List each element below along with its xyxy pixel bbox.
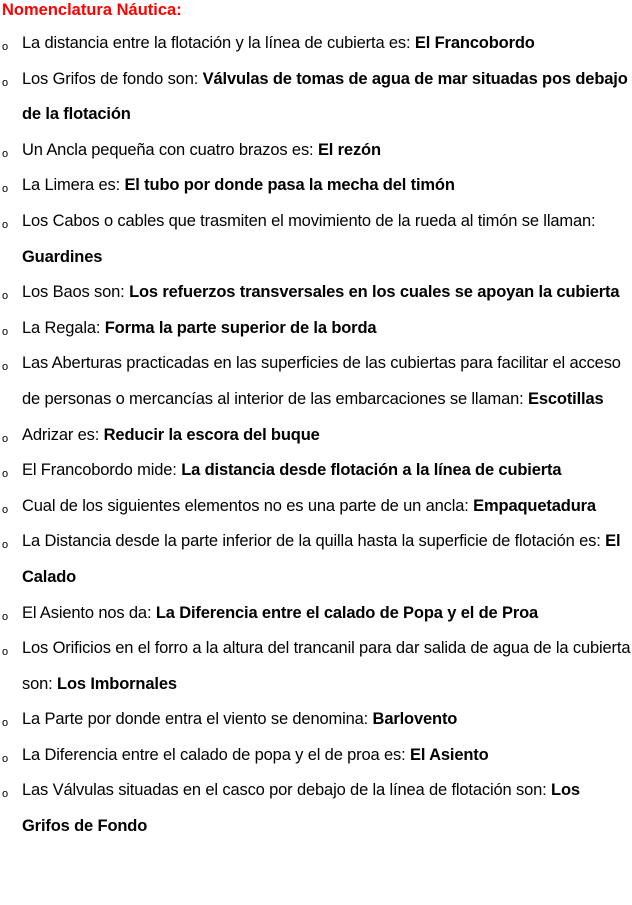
bullet-icon: o <box>2 290 8 303</box>
answer-text: Barlovento <box>372 710 458 729</box>
question-list <box>0 26 632 845</box>
question-text: Los Grifos de fondo son: <box>22 69 203 88</box>
list-item <box>0 738 632 774</box>
answer-text: Guardines <box>22 247 103 266</box>
list-item <box>0 524 632 595</box>
bullet-icon: o <box>2 752 8 765</box>
question-text: La distancia entre la flotación y la línea de cubierta es: <box>22 34 415 52</box>
page-title: Nomenclatura Náutica: <box>2 1 182 19</box>
list-item <box>0 311 632 347</box>
list-item <box>0 596 632 632</box>
list-item <box>0 702 632 738</box>
question-text: Los Baos son: <box>22 283 130 302</box>
answer-text: Escotillas <box>528 389 604 408</box>
answer-text: El Asiento <box>410 745 489 764</box>
question-text: Las Aberturas practicadas en las superficies de las cubiertas para facilitar el acceso de personas o mercancías al interior de las embarcaciones se llaman: <box>22 354 621 408</box>
question-text: Los Orificios en el forro a la altura del trancanil para dar salida de agua de la cubierta son: <box>22 639 631 693</box>
answer-text: La distancia desde flotación a la línea de cubierta <box>181 461 562 480</box>
bullet-icon: o <box>2 183 8 196</box>
question-text: La Parte por donde entra el viento se denomina: <box>22 710 373 729</box>
question-text: El Asiento nos da: <box>22 603 156 622</box>
answer-text: Los Grifos de Fondo <box>22 781 580 836</box>
bullet-icon: o <box>2 610 8 623</box>
question-text: Las Válvulas situadas en el casco por debajo de la línea de flotación son: <box>22 781 552 800</box>
answer-text: La Diferencia entre el calado de Popa y el de Proa <box>155 603 539 622</box>
question-text: El Francobordo mide: <box>22 461 182 480</box>
list-item <box>0 275 632 311</box>
answer-text: Los refuerzos transversales en los cuales se apoyan la cubierta <box>129 283 620 302</box>
list-item <box>0 204 632 275</box>
list-item <box>0 346 632 417</box>
list-item <box>0 62 632 133</box>
question-text: Cual de los siguientes elementos no es una parte de un ancla: <box>22 496 474 515</box>
list-item <box>0 133 632 169</box>
list-item <box>0 453 632 489</box>
list-item <box>0 773 632 844</box>
question-text: Los Cabos o cables que trasmiten el movimiento de la rueda al timón se llaman: <box>22 211 596 230</box>
answer-text: El Francobordo <box>414 34 535 52</box>
question-text: Un Ancla pequeña con cuatro brazos es: <box>22 140 318 159</box>
answer-text: Los Imbornales <box>57 674 177 693</box>
bullet-icon: o <box>2 717 8 730</box>
answer-text: Válvulas de tomas de agua de mar situadas pos debajo de la flotación <box>22 69 628 124</box>
list-item <box>0 418 632 454</box>
list-item <box>0 489 632 525</box>
bullet-icon: o <box>2 646 8 659</box>
question-text: Adrizar es: <box>22 425 104 444</box>
list-item <box>0 168 632 204</box>
bullet-icon: o <box>2 788 8 801</box>
bullet-icon: o <box>2 218 8 231</box>
answer-text: El rezón <box>317 140 381 159</box>
bullet-icon: o <box>2 539 8 552</box>
answer-text: El Calado <box>22 532 621 586</box>
bullet-icon: o <box>2 361 8 374</box>
list-item <box>0 631 632 702</box>
list-item <box>0 26 632 62</box>
bullet-icon: o <box>2 432 8 445</box>
answer-text: El tubo por donde pasa la mecha del timón <box>124 176 455 195</box>
question-text: La Regala: <box>22 318 105 337</box>
question-text: La Distancia desde la parte inferior de la quilla hasta la superficie de flotación es: <box>22 532 606 551</box>
bullet-icon: o <box>2 325 8 338</box>
bullet-icon: o <box>2 147 8 160</box>
bullet-icon: o <box>2 76 8 89</box>
answer-text: Reducir la escora del buque <box>103 425 320 444</box>
question-text: La Diferencia entre el calado de popa y el de proa es: <box>22 745 411 764</box>
answer-text: Empaquetadura <box>473 496 596 515</box>
bullet-icon: o <box>2 41 8 53</box>
bullet-icon: o <box>2 468 8 481</box>
answer-text: Forma la parte superior de la borda <box>104 318 377 337</box>
question-text: La Limera es: <box>22 176 125 195</box>
bullet-icon: o <box>2 503 8 516</box>
